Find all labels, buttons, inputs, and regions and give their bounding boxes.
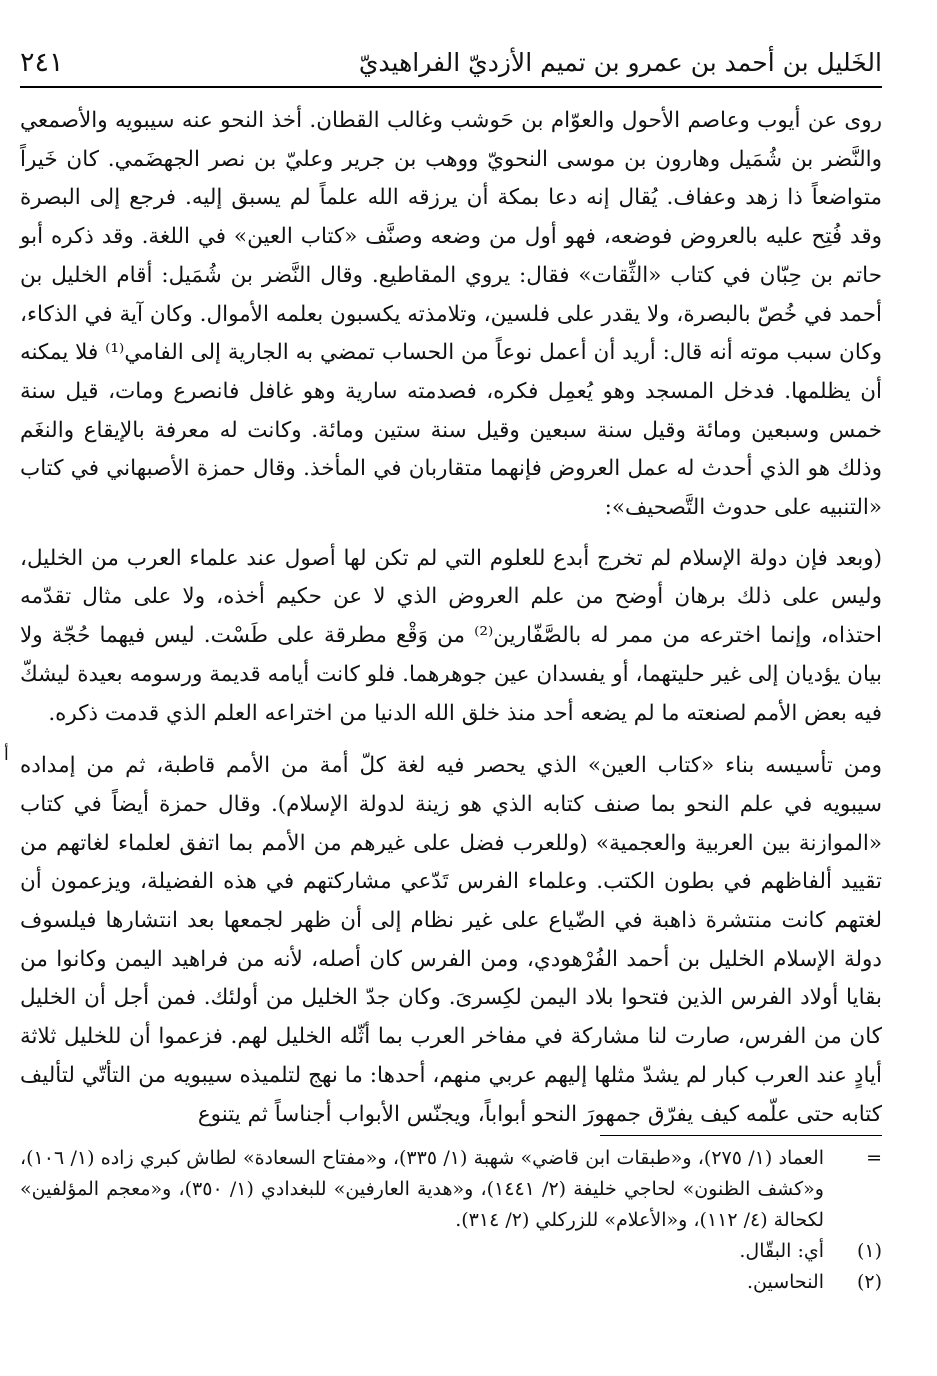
footnote-text: أي: البقّال.	[739, 1240, 824, 1262]
footnote-continuation	[20, 1143, 882, 1236]
paragraph-1: روى عن أيوب وعاصم الأحول والعوّام بن حَوشب وغالب القطان. أخذ النحو عنه سيبويه والأصمعي والنَّضر بن شُمَيل وهارون بن موسى النحويّ ووهب بن جرير وعليّ بن نصر الجهضَمي. كان خَيراً متواضعاً ذا زهد وعفاف. يُقال إنه دعا بمكة أن يرزقه الله علماً لم يسبق إليه. فرجع إلى البصرة وقد فُتِح عليه بالعروض فوضعه، فهو أول من وضعه وصنَّف «كتاب العين» في اللغة. وقد ذكره أبو حاتم بن حِبّان في كتاب «الثِّقات» فقال: يروي المقاطيع. وقال النَّضر بن شُمَيل: أقام الخليل بن أحمد في خُصّ بالبصرة، ولا يقدر على فلسين، وتلامذته يكسبون بعلمه الأموال. وكان آية في الذكاء، وكان سبب موته أنه قال: أريد أن أعمل نوعاً من الحساب تمضي به الجارية إلى الفامي⁽¹⁾ فلا يمكنه أن يظلمها. فدخل المسجد وهو يُعمِل فكره، فصدمته سارية وهو غافل فانصرع ومات، قيل سنة خمس وسبعين ومائة وقيل سنة سبعين وقيل سنة ستين ومائة. وكانت له معرفة بالإيقاع والنغَم وذلك هو الذي أحدث له عمل العروض فإنهما متقاربان في المأخذ. وقال حمزة الأصبهاني في كتاب «التنبيه على حدوث التَّصحيف»:	[20, 108, 882, 521]
footnote-text: العماد (١/ ٢٧٥)، و«طبقات ابن قاضي» شهبة (١/ ٣٣٥)، و«مفتاح السعادة» لطاش كبري زاده (١/ ١٠٦)، و«كشف الظنون» لحاجي خليفة (٢/ ١٤٤١)، و«هدية العارفين» للبغدادي (١/ ٣٥٠)، و«معجم المؤلفين» لكحالة (٤/ ١١٢)، و«الأعلام» للزركلي (٢/ ٣١٤).	[20, 1147, 824, 1231]
footnote-mark: =	[866, 1147, 882, 1169]
margin-note: أ	[4, 745, 9, 765]
page-number: ٢٤١	[20, 46, 64, 78]
footnote-mark: (٢)	[856, 1271, 882, 1293]
quote-paragraph: (وبعد فإن دولة الإسلام لم تخرج أبدع للعلوم التي لم تكن لها أصول عند علماء العرب من الخليل، وليس على ذلك برهان أوضح من علم العروض الذي لا عن حكيم أخذه، ولا على مثال تقدّمه احتذاه، وإنما اخترعه من ممر له بالصَّفّارين⁽²⁾ من وَقْع مطرقة على طَسْت. ليس فيهما حُجّة ولا بيان يؤديان إلى غير حليتهما، أو يفسدان عين جوهرهما. فلو كانت أيامه قديمة ورسومه بعيدة ليشكّ فيه بعض الأمم لصنعته ما لم يضعه أحد منذ خلق الله الدنيا من اختراعه العلم الذي قدمت ذكره.	[20, 545, 882, 726]
footnote-mark: (١)	[856, 1240, 882, 1262]
footnote-2	[20, 1267, 882, 1298]
main-text	[20, 102, 882, 1134]
footnote-rule	[600, 1135, 882, 1136]
footnotes	[20, 1143, 882, 1298]
footnote-text: النحاسين.	[746, 1271, 824, 1293]
page-header	[20, 40, 882, 84]
footnote-1	[20, 1236, 882, 1267]
paragraph-3: ومن تأسيسه بناء «كتاب العين» الذي يحصر فيه لغة كلّ أمة من الأمم قاطبة، ثم من إمداده سيبويه في علم النحو بما صنف كتابه الذي هو زينة لدولة الإسلام). وقال حمزة أيضاً في كتاب «الموازنة بين العربية والعجمية» (وللعرب فضل على غيرهم من الأمم بما اتفق لعلماء لغاتهم من تقييد ألفاظهم في بطون الكتب. وعلماء الفرس تَدّعي مشاركتهم في هذه الفضيلة، ويزعمون أن لغتهم كانت منتشرة ذاهبة في الضّياع على غير نظام إلى أن ظهر لجمعها بعد انتشارها فيلسوف دولة الإسلام الخليل بن أحمد الفُرْهودي، ومن الفرس كان أصله، لأنه من فراهيد اليمن وكانوا من بقايا أولاد الفرس الذين فتحوا بلاد اليمن لكِسرىَ. وكان جدّ الخليل من أولئك. فمن أجل أن الخليل كان من الفرس، صارت لنا مشاركة في مفاخر العرب بما أثّله الخليل لهم. فزعموا أن للخليل ثلاثة أيادٍ عند العرب كبار لم يشدّ مثلها إليهم عربي منهم، أحدها: ما نهج لتلميذه سيبويه من التأتّي لتأليف كتابه حتى علّمه كيف يفرّق جمهورَ النحو أبواباً، ويجنّس الأبواب أجناساً ثم يتنوع	[20, 753, 882, 1127]
running-title: الخَليل بن أحمد بن عمرو بن تميم الأزديّ الفراهيديّ	[358, 47, 882, 77]
header-rule	[20, 86, 882, 88]
